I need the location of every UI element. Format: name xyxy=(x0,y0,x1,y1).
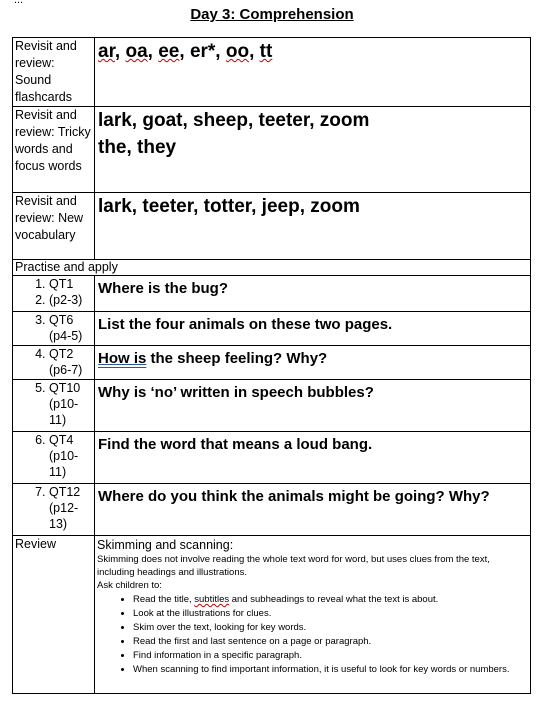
review-heading: Skimming and scanning: xyxy=(97,538,234,552)
question-text: Where is the bug? xyxy=(95,276,531,312)
list-item: • Look at the illustrations for clues. xyxy=(133,607,528,620)
row-label: Review xyxy=(13,536,95,694)
row-label: Revisit and review: Sound flashcards xyxy=(13,38,95,107)
tricky-words-line: lark, goat, sheep, teeter, zoom xyxy=(98,110,370,131)
list-item: • When scanning to find important information, it is useful to look for key words or numbers. xyxy=(133,663,528,676)
row-review xyxy=(13,536,531,694)
question-ref: 6. QT4 (p10-11) xyxy=(49,432,94,480)
review-intro: Skimming does not involve reading the whole text word for word, but uses clues from the text, including headings and illustrations. xyxy=(97,554,490,578)
vocabulary-words: lark, teeter, totter, jeep, zoom xyxy=(95,193,531,260)
practise-heading: Practise and apply xyxy=(13,260,531,276)
sound-item: oa xyxy=(125,41,148,62)
question-page: (p10-11) xyxy=(49,397,79,427)
tricky-words xyxy=(95,107,531,193)
review-ask: Ask children to: xyxy=(97,580,162,591)
sound-item: er* xyxy=(189,41,216,62)
question-text: Why is ‘no’ written in speech bubbles? xyxy=(95,380,531,432)
review-bullets xyxy=(97,593,528,676)
list-item: • Read the title, subtitles and subheadings to reveal what the text is about. xyxy=(133,593,528,606)
tricky-words-line: the, they xyxy=(98,137,177,158)
sound-item: ee xyxy=(158,41,180,62)
question-row xyxy=(13,432,531,484)
question-row xyxy=(13,484,531,536)
page-title: Day 3: Comprehension xyxy=(190,6,354,23)
question-page: (p6-7) xyxy=(49,363,83,377)
question-row xyxy=(13,276,531,312)
sound-item: oo xyxy=(225,41,250,62)
sound-item: ar xyxy=(98,41,115,62)
question-ref: 5. QT10 (p10-11) xyxy=(49,380,94,428)
question-page: 2. (p2-3) xyxy=(49,292,94,308)
row-tricky-words xyxy=(13,107,531,193)
row-label: Revisit and review: Tricky words and focus words xyxy=(13,107,95,193)
question-text: Where do you think the animals might be going? Why? xyxy=(95,484,531,536)
row-label: Revisit and review: New vocabulary xyxy=(13,193,95,260)
question-page: (p10-11) xyxy=(49,449,79,479)
review-content xyxy=(95,536,531,694)
question-text: Find the word that means a loud bang. xyxy=(95,432,531,484)
question-ref: 4. QT2 (p6-7) xyxy=(49,346,94,378)
sound-list: ar, oa, ee, er*, oo, tt xyxy=(95,38,531,107)
sound-item: tt xyxy=(259,41,273,62)
question-page: (p4-5) xyxy=(49,329,83,343)
question-row xyxy=(13,380,531,432)
question-text: How is the sheep feeling? Why? xyxy=(95,346,531,380)
grammar-flag: How is xyxy=(98,350,147,367)
cut-off-header-text: ... xyxy=(14,0,24,6)
question-ref: 1. QT1 xyxy=(49,276,94,292)
question-row xyxy=(13,346,531,380)
row-sound-flashcards xyxy=(13,38,531,107)
list-item: • Find information in a specific paragraph. xyxy=(133,649,528,662)
lesson-table xyxy=(12,37,531,694)
question-ref: 7. QT12 (p12-13) xyxy=(49,484,94,532)
question-page: (p12-13) xyxy=(49,501,79,531)
spelling-flag: subtitles xyxy=(194,594,230,605)
row-practise-header xyxy=(13,260,531,276)
question-row xyxy=(13,312,531,346)
question-ref: 3. QT6 (p4-5) xyxy=(49,312,94,344)
row-new-vocabulary xyxy=(13,193,531,260)
question-text: List the four animals on these two pages. xyxy=(95,312,531,346)
list-item: • Read the first and last sentence on a page or paragraph. xyxy=(133,635,528,648)
list-item: • Skim over the text, looking for key words. xyxy=(133,621,528,634)
